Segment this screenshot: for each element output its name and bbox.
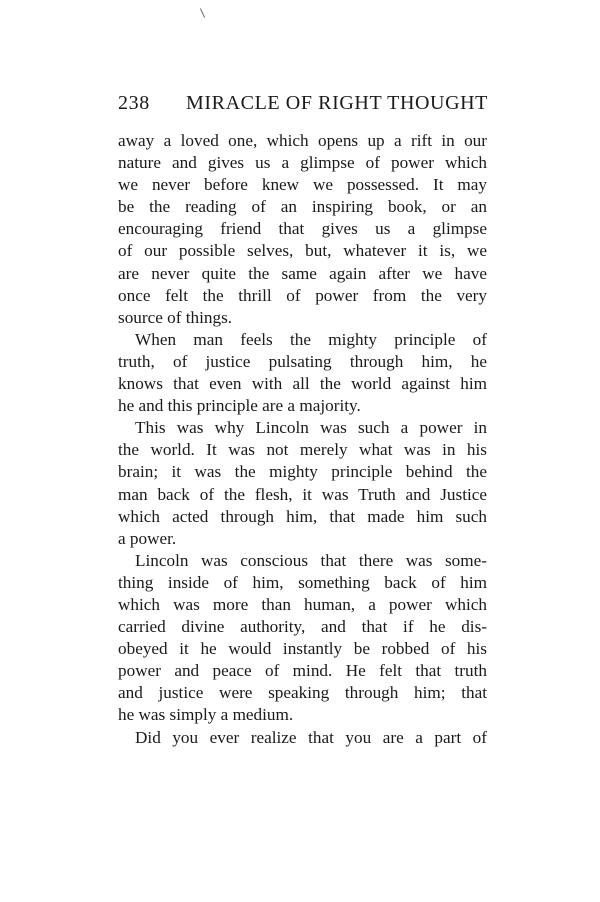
- text-line: which acted through him, that made him such: [118, 506, 487, 526]
- text-line: we never before knew we possessed. It may: [118, 175, 487, 195]
- text-line: he and this principle are a majority.: [118, 396, 361, 416]
- text-line: thing inside of him, something back of him: [118, 572, 487, 592]
- text-line: This was why Lincoln was such a power in: [135, 418, 487, 438]
- text-line: encouraging friend that gives us a glimpse: [118, 219, 487, 239]
- text-line: brain; it was the mighty principle behind the: [118, 462, 487, 482]
- text-line: are never quite the same again after we have: [118, 263, 487, 283]
- text-line: power and peace of mind. He felt that truth: [118, 661, 487, 681]
- text-line: knows that even with all the world against him: [118, 374, 487, 394]
- text-line: of our possible selves, but, whatever it is, we: [118, 241, 487, 261]
- scan-mark: [200, 8, 205, 17]
- page-body: [118, 130, 487, 749]
- text-line: man back of the flesh, it was Truth and Justice: [118, 484, 487, 504]
- text-line: once felt the thrill of power from the very: [118, 285, 487, 305]
- text-line: Did you ever realize that you are a part of: [135, 727, 487, 747]
- running-title: MIRACLE OF RIGHT THOUGHT: [186, 92, 488, 114]
- text-line: obeyed it he would instantly be robbed of his: [118, 639, 487, 659]
- text-line: he was simply a medium.: [118, 705, 294, 725]
- text-line: away a loved one, which opens up a rift in our: [118, 131, 487, 150]
- text-line: truth, of justice pulsating through him, he: [118, 351, 487, 371]
- running-header: [118, 92, 488, 115]
- text-line: When man feels the mighty principle of: [135, 329, 487, 349]
- page-number: 238: [118, 92, 150, 114]
- text-line: which was more than human, a power which: [118, 594, 487, 614]
- text-line: Lincoln was conscious that there was some-: [135, 550, 487, 570]
- text-line: the world. It was not merely what was in his: [118, 440, 487, 460]
- text-line: and justice were speaking through him; that: [118, 683, 487, 703]
- text-line: carried divine authority, and that if he dis-: [118, 617, 487, 637]
- text-line: a power.: [118, 528, 177, 548]
- text-line: nature and gives us a glimpse of power which: [118, 153, 487, 173]
- text-line: source of things.: [118, 307, 233, 327]
- text-line: be the reading of an inspiring book, or an: [118, 197, 487, 217]
